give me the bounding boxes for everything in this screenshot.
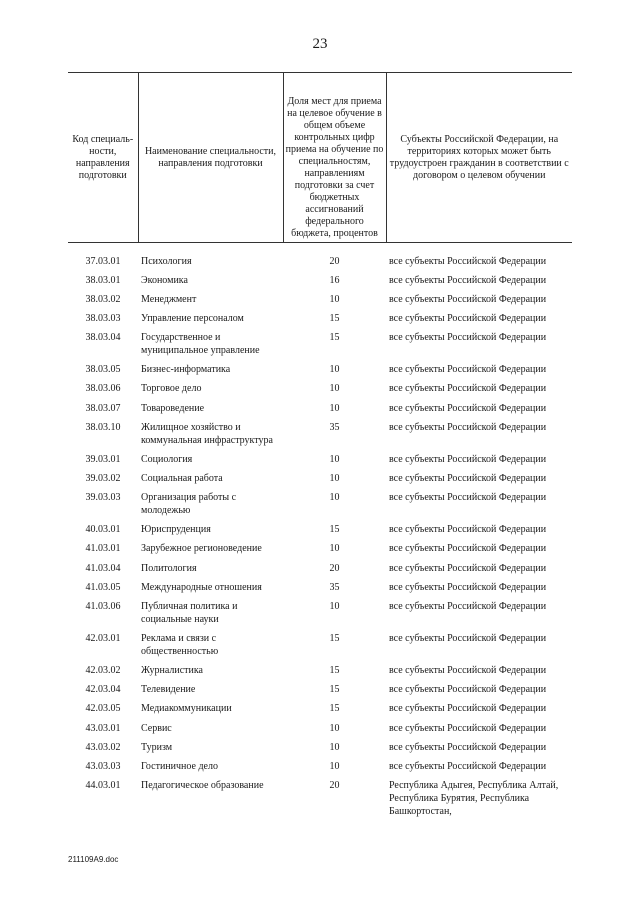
row-name: Товароведение <box>141 402 205 414</box>
table-row <box>68 491 572 523</box>
table-spacer <box>68 243 572 255</box>
row-subjects: Республика Адыгея, Республика Алтай, Республика Бурятия, Республика Башкортостан, <box>389 780 559 818</box>
row-share: 20 <box>329 255 340 267</box>
row-code: 39.03.01 <box>85 453 121 465</box>
row-share: 15 <box>329 684 340 696</box>
row-code: 38.03.05 <box>85 364 121 376</box>
table-row <box>68 255 572 274</box>
row-share: 15 <box>329 664 340 676</box>
row-share: 10 <box>329 453 340 465</box>
row-name: Международные отношения <box>141 581 262 593</box>
table-row <box>68 363 572 382</box>
row-subjects: все субъекты Российской Федерации <box>389 703 547 715</box>
row-share: 20 <box>329 562 340 574</box>
row-subjects: все субъекты Российской Федерации <box>389 293 547 305</box>
row-subjects: все субъекты Российской Федерации <box>389 543 547 555</box>
row-share: 10 <box>329 383 340 395</box>
row-subjects: все субъекты Российской Федерации <box>389 741 547 753</box>
row-name: Гостиничное дело <box>141 760 218 772</box>
table-row <box>68 312 572 331</box>
row-code: 38.03.03 <box>85 313 121 325</box>
row-share: 35 <box>329 581 340 593</box>
row-code: 42.03.05 <box>85 703 121 715</box>
row-code: 43.03.02 <box>85 741 121 753</box>
row-share: 15 <box>329 332 340 344</box>
table-row <box>68 402 572 421</box>
row-subjects: все субъекты Российской Федерации <box>389 453 547 465</box>
row-subjects: все субъекты Российской Федерации <box>389 581 547 593</box>
row-share: 35 <box>329 421 340 433</box>
table-row <box>68 779 572 821</box>
row-subjects: все субъекты Российской Федерации <box>389 562 547 574</box>
table-row <box>68 600 572 632</box>
row-name: Зарубежное регионоведение <box>141 543 262 555</box>
table-row <box>68 562 572 581</box>
row-share: 10 <box>329 722 340 734</box>
row-code: 38.03.02 <box>85 293 121 305</box>
row-name: Телевидение <box>141 684 196 696</box>
row-code: 38.03.06 <box>85 383 121 395</box>
row-subjects: все субъекты Российской Федерации <box>389 684 547 696</box>
row-code: 39.03.03 <box>85 492 121 504</box>
row-share: 10 <box>329 760 340 772</box>
row-subjects: все субъекты Российской Федерации <box>389 421 547 433</box>
row-name: Менеджмент <box>141 293 197 305</box>
row-name: Социальная работа <box>141 473 223 484</box>
table-row <box>68 683 572 702</box>
row-code: 44.03.01 <box>85 780 121 792</box>
row-name: Педагогическое образование <box>141 780 264 792</box>
row-subjects: все субъекты Российской Федерации <box>389 492 547 504</box>
row-subjects: все субъекты Российской Федерации <box>389 402 547 414</box>
target-admission-table <box>68 72 572 821</box>
header-code: Код специаль-ности, направления подготовки <box>68 73 138 243</box>
row-code: 38.03.10 <box>85 421 121 433</box>
row-name: Социология <box>141 453 193 465</box>
table-row <box>68 274 572 293</box>
row-name: Туризм <box>141 741 173 753</box>
row-name: Публичная политика и социальные науки <box>141 600 238 625</box>
row-subjects: все субъекты Российской Федерации <box>389 313 547 325</box>
row-code: 42.03.01 <box>85 632 121 644</box>
table-row <box>68 581 572 600</box>
row-code: 42.03.04 <box>85 684 121 696</box>
row-subjects: все субъекты Российской Федерации <box>389 664 547 676</box>
row-name: Торговое дело <box>141 383 202 395</box>
table-row <box>68 702 572 721</box>
table-row <box>68 632 572 664</box>
row-subjects: все субъекты Российской Федерации <box>389 383 547 395</box>
row-name: Журналистика <box>141 664 203 676</box>
row-code: 39.03.02 <box>85 473 121 484</box>
row-share: 10 <box>329 492 340 504</box>
row-subjects: все субъекты Российской Федерации <box>389 600 547 612</box>
row-name: Реклама и связи с общественностью <box>141 632 219 657</box>
row-code: 40.03.01 <box>85 524 121 536</box>
row-name: Организация работы с молодежью <box>141 492 237 517</box>
row-name: Медиакоммуникации <box>141 703 232 715</box>
row-subjects: все субъекты Российской Федерации <box>389 473 547 484</box>
row-subjects: все субъекты Российской Федерации <box>389 722 547 734</box>
row-subjects: все субъекты Российской Федерации <box>389 760 547 772</box>
table-row <box>68 453 572 472</box>
row-share: 10 <box>329 293 340 305</box>
row-name: Юриспруденция <box>141 524 211 536</box>
table-row <box>68 664 572 683</box>
row-share: 15 <box>329 703 340 715</box>
row-code: 42.03.02 <box>85 664 121 676</box>
row-code: 38.03.07 <box>85 402 121 414</box>
row-code: 43.03.01 <box>85 722 121 734</box>
row-code: 41.03.05 <box>85 581 121 593</box>
row-name: Жилищное хозяйство и коммунальная инфраструктура <box>141 421 273 446</box>
row-share: 15 <box>329 524 340 536</box>
row-share: 10 <box>329 543 340 555</box>
row-code: 41.03.06 <box>85 600 121 612</box>
table-row <box>68 523 572 542</box>
row-code: 38.03.04 <box>85 332 121 344</box>
header-name: Наименование специальности, направления подготовки <box>138 73 283 243</box>
row-subjects: все субъекты Российской Федерации <box>389 332 547 344</box>
row-code: 38.03.01 <box>85 274 121 286</box>
row-name: Бизнес-информатика <box>141 364 231 376</box>
row-name: Сервис <box>141 722 172 734</box>
row-share: 16 <box>329 274 340 286</box>
page-number: 23 <box>312 36 328 52</box>
row-subjects: все субъекты Российской Федерации <box>389 274 547 286</box>
row-code: 43.03.03 <box>85 760 121 772</box>
table-row <box>68 472 572 491</box>
row-share: 10 <box>329 364 340 376</box>
table-row <box>68 760 572 779</box>
row-name: Экономика <box>141 274 188 286</box>
table-header-row <box>68 73 572 243</box>
header-share: Доля мест для приема на целевое обучение в общем объеме контрольных цифр приема на обучение по специальностям, направлениям подготовки за счет бюджетных ассигнований федерального бюджета, процентов <box>283 73 386 243</box>
row-subjects: все субъекты Российской Федерации <box>389 364 547 376</box>
row-subjects: все субъекты Российской Федерации <box>389 524 547 536</box>
header-subjects: Субъекты Российской Федерации, на территориях которых может быть трудоустроен гражданин в соответствии с договором о целевом обучении <box>386 73 572 243</box>
table-row <box>68 382 572 401</box>
table-row <box>68 293 572 312</box>
table-row <box>68 331 572 363</box>
table-row <box>68 542 572 561</box>
row-subjects: все субъекты Российской Федерации <box>389 255 547 267</box>
row-share: 15 <box>329 632 340 644</box>
row-code: 37.03.01 <box>85 255 121 267</box>
row-name: Политология <box>141 562 197 574</box>
table-row <box>68 421 572 453</box>
row-share: 10 <box>329 402 340 414</box>
row-share: 10 <box>329 741 340 753</box>
row-share: 10 <box>329 600 340 612</box>
row-share: 20 <box>329 780 340 792</box>
row-name: Психология <box>141 255 192 267</box>
row-share: 10 <box>329 473 340 484</box>
table-row <box>68 722 572 741</box>
table-row <box>68 741 572 760</box>
row-subjects: все субъекты Российской Федерации <box>389 632 547 644</box>
row-name: Государственное и муниципальное управление <box>141 332 260 357</box>
document-code: 211109А9.doc <box>68 855 119 864</box>
row-code: 41.03.04 <box>85 562 121 574</box>
table-body <box>68 243 572 822</box>
row-share: 15 <box>329 313 340 325</box>
row-name: Управление персоналом <box>141 313 244 325</box>
row-code: 41.03.01 <box>85 543 121 555</box>
